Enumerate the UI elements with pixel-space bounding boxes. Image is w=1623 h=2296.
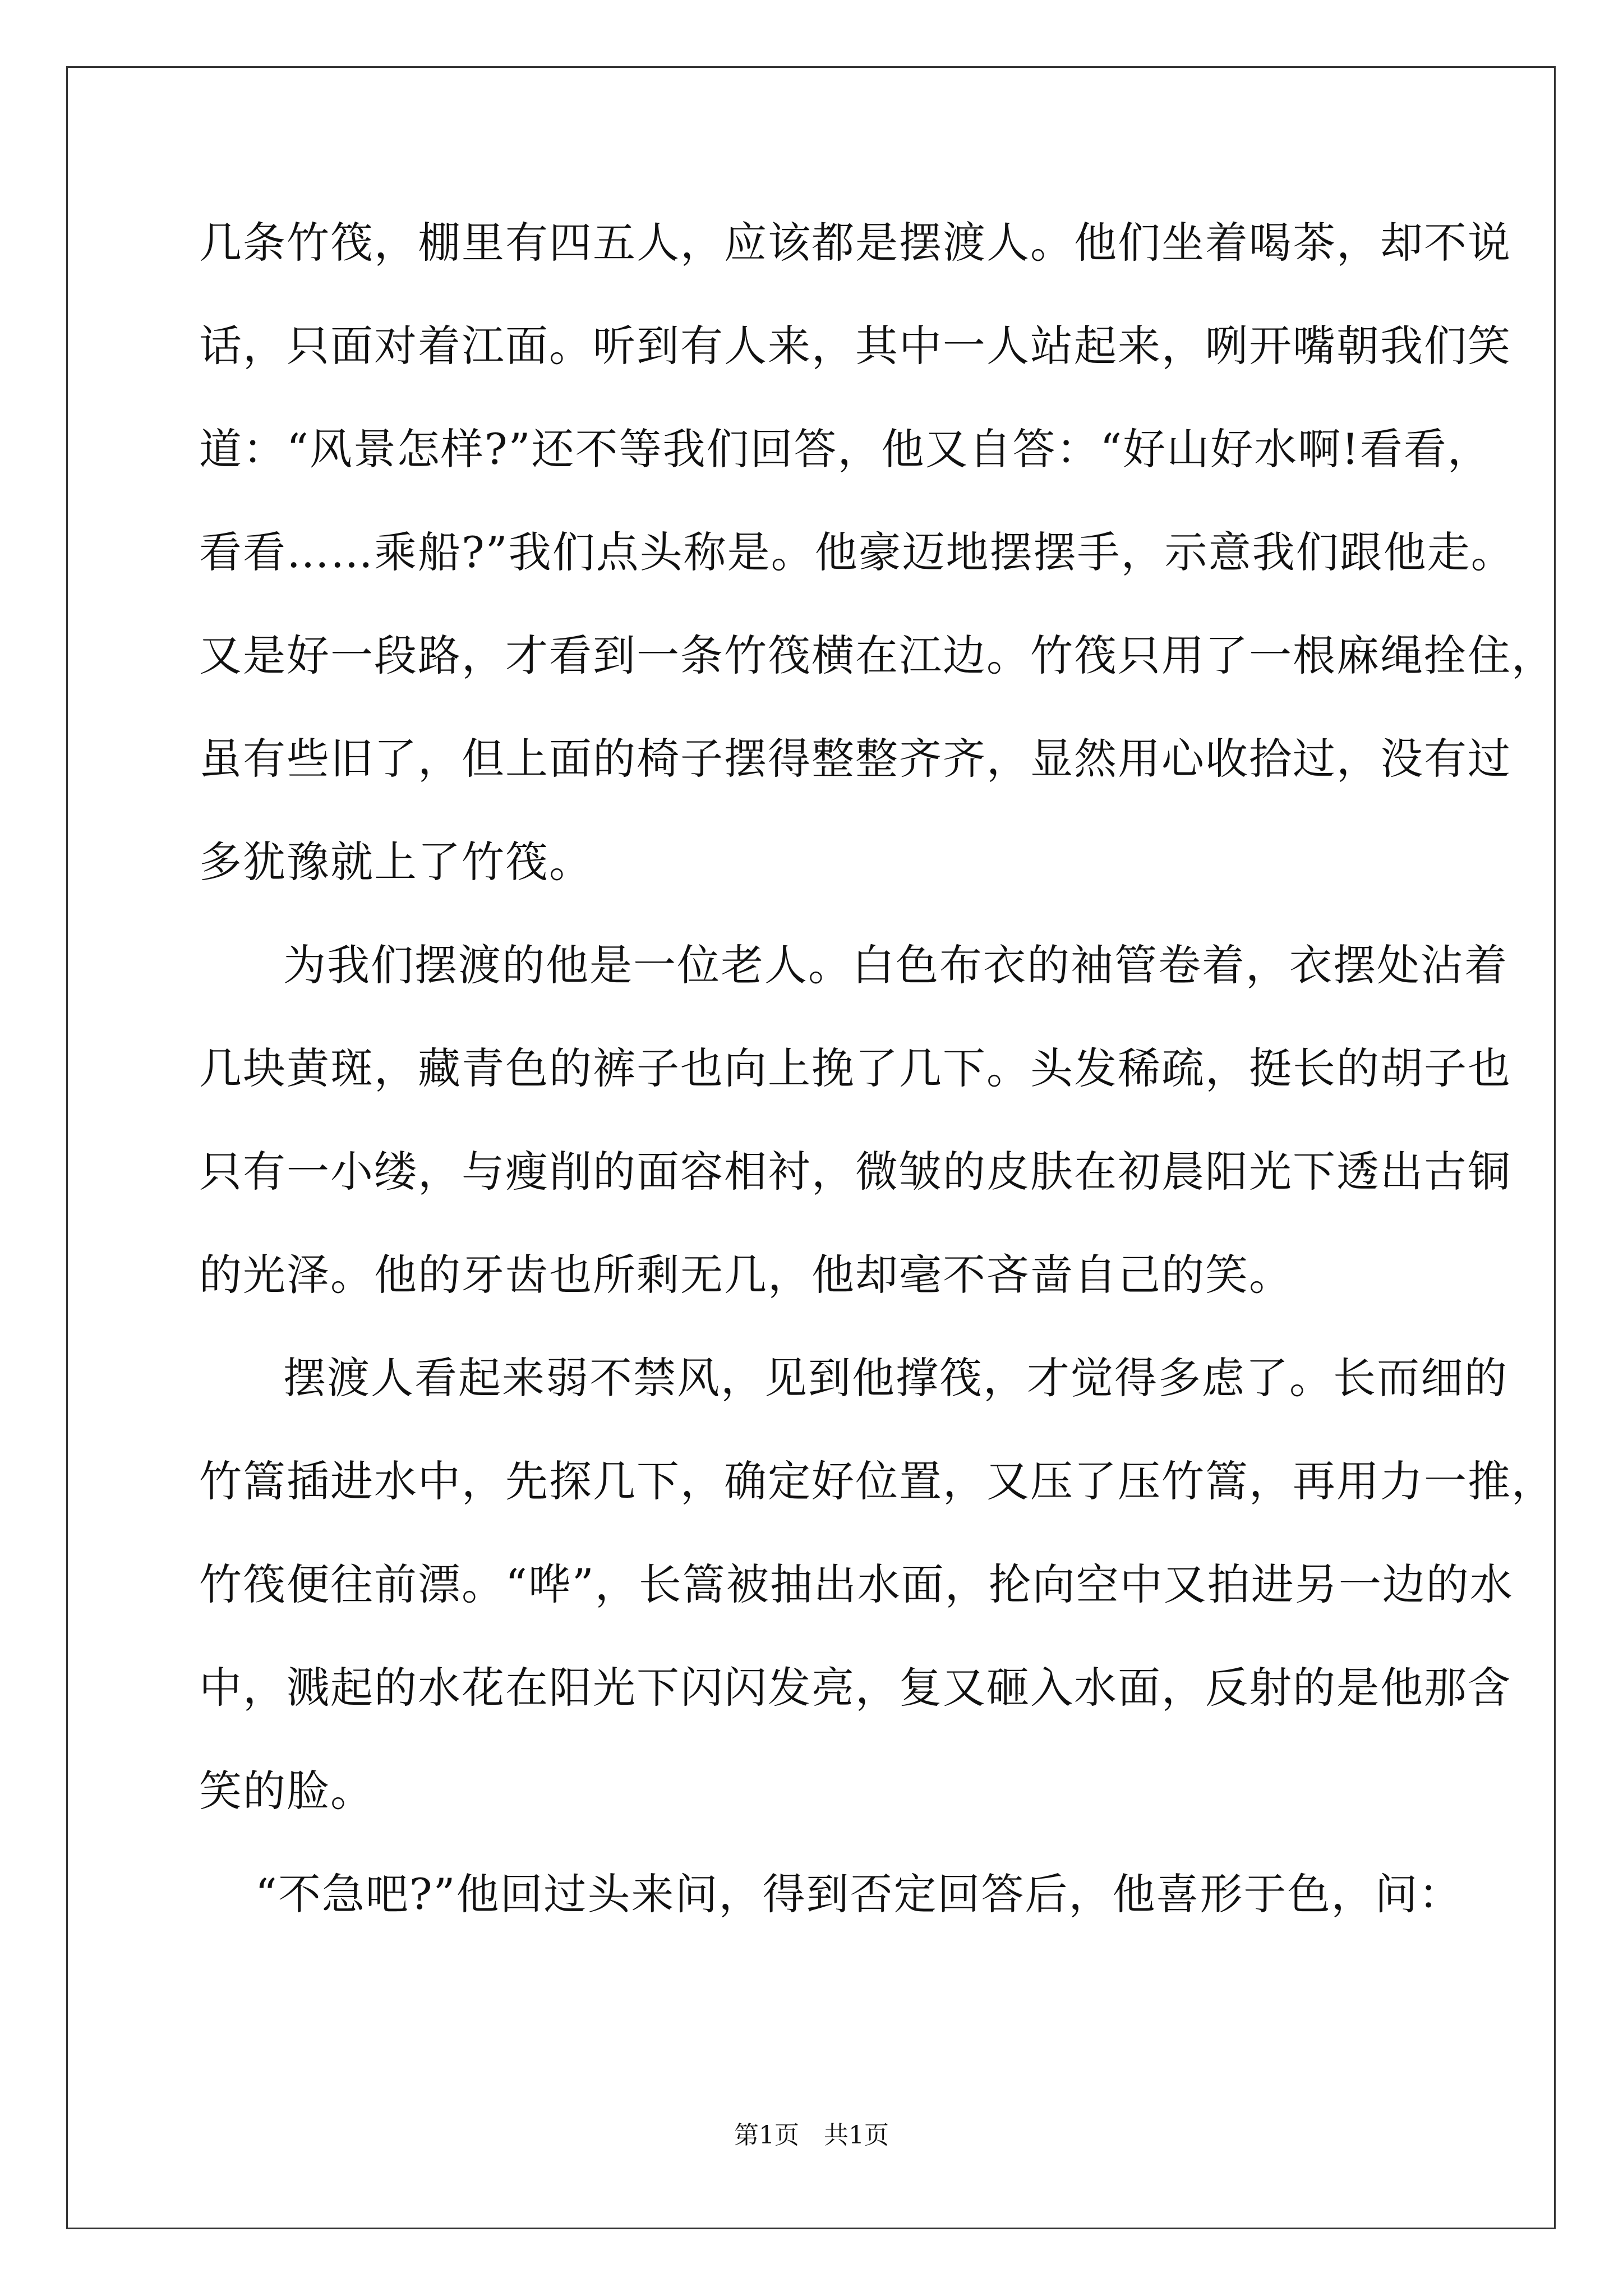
paragraph-first-line: 摆渡人看起来弱不禁风，见到他撑筏，才觉得多虑了。长而细的 [283,1353,1508,1403]
text-line: 看看……乘船?”我们点头称是。他豪迈地摆摆手，示意我们跟他走。 [199,527,1515,577]
text-line: 虽有些旧了，但上面的椅子摆得整整齐齐，显然用心收拾过，没有过 [199,734,1511,784]
text-line: 笑的脸。 [199,1766,374,1816]
text-line: 道：“风景怎样?”还不等我们回答，他又自答：“好山好水啊!看看， [199,424,1491,474]
text-line: 只有一小缕，与瘦削的面容相衬，微皱的皮肤在初晨阳光下透出古铜 [199,1147,1511,1197]
paragraph-first-line: “不急吧?”他回过头来问，得到否定回答后，他喜形于色，问： [255,1869,1463,1919]
text-line: 又是好一段路，才看到一条竹筏横在江边。竹筏只用了一根麻绳拴住， [199,631,1555,680]
text-line: 几条竹筏，棚里有四五人，应该都是摆渡人。他们坐着喝茶，却不说 [199,218,1511,268]
text-line: 的光泽。他的牙齿也所剩无几，他却毫不吝啬自己的笑。 [199,1250,1293,1300]
text-line: 竹篙插进水中，先探几下，确定好位置，又压了压竹篙，再用力一推， [199,1456,1555,1506]
paragraph-first-line: 为我们摆渡的他是一位老人。白色布衣的袖管卷着，衣摆处沾着 [283,940,1508,990]
text-line: 几块黄斑，藏青色的裤子也向上挽了几下。头发稀疏，挺长的胡子也 [199,1043,1511,1093]
text-line: 多犹豫就上了竹筏。 [199,837,593,887]
page-footer: 第1页 共1页 [734,2121,889,2150]
text-line: 竹筏便往前漂。“哗”，长篙被抽出水面，抡向空中又拍进另一边的水 [199,1559,1514,1609]
text-line: 中，溅起的水花在阳光下闪闪发亮，复又砸入水面，反射的是他那含 [199,1663,1511,1713]
text-line: 话，只面对着江面。听到有人来，其中一人站起来，咧开嘴朝我们笑 [199,321,1511,371]
